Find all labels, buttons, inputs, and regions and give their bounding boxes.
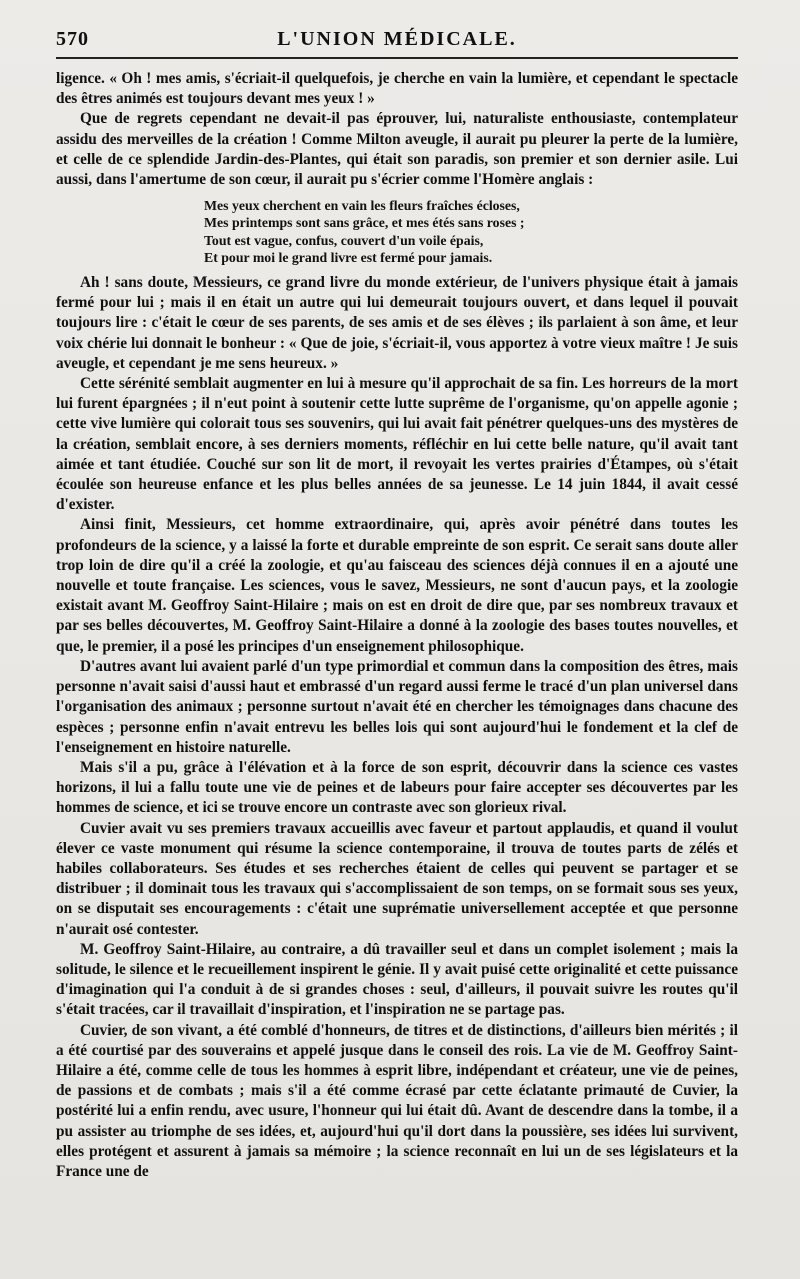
verse-line: Mes printemps sont sans grâce, et mes étés sans roses ; — [204, 215, 525, 231]
running-header — [56, 28, 738, 59]
verse-line: Mes yeux cherchent en vain les fleurs fraîches écloses, — [204, 198, 520, 214]
paragraph: Cuvier avait vu ses premiers travaux accueillis avec faveur et partout applaudis, et quand il voulut élever ce vaste monument qui résume la science contemporaine, il trouva de toutes parts de zélés et habiles collaborateurs. Ses études et ses recherches étaient de celles qui peuvent se partager et se distribuer ; il dominait tous les travaux qui s'accomplissaient de son temps, on se formait sous ses yeux, on se disputait ses encouragements : c'était une suprématie universellement acceptée et que personne n'aurait osé contester. — [56, 819, 738, 938]
paragraph: Cuvier, de son vivant, a été comblé d'honneurs, de titres et de distinctions, d'ailleurs bien mérités ; il a été courtisé par des souverains et appelé jusque dans le conseil des rois. La vie de M. Geoffroy Saint-Hilaire a été, comme celle de tous les hommes à esprit libre, indépendant et créateur, une vie de peines, de passions et de combats ; mais s'il a été comme écrasé par cette éclatante primauté de Cuvier, la postérité lui a enfin rendu, avec usure, l'honneur qui lui était dû. Avant de descendre dans la tombe, il a pu assister au triomphe de ses idées, et, aujourd'hui qu'il dort dans la poussière, ses idées lui survivent, elles protégent et assurent à jamais sa mémoire ; la science reconnaît en lui un de ses législateurs et la France une de — [56, 1021, 738, 1180]
page-number: 570 — [56, 28, 89, 50]
paragraph: Que de regrets cependant ne devait-il pas éprouver, lui, naturaliste enthousiaste, contemplateur assidu des merveilles de la création ! Comme Milton aveugle, il aurait pu pleurer la perte de la lumière, et celle de ce splendide Jardin-des-Plantes, qui était son paradis, son premier et son dernier asile. Lui aussi, dans l'amertume de son cœur, il aurait pu s'écrier comme l'Homère anglais : — [56, 110, 738, 189]
paragraph: Ainsi finit, Messieurs, cet homme extraordinaire, qui, après avoir pénétré dans toutes les profondeurs de la science, y a laissé la forte et durable empreinte de son esprit. Ce serait sans doute aller trop loin de dire qu'il a créé la zoologie, et qu'au faisceau des sciences déjà connues il en a ajouté une nouvelle et toute française. Les sciences, vous le savez, Messieurs, ne sont d'aucun pays, et la zoologie existait avant M. Geoffroy Saint-Hilaire ; mais on est en droit de dire que, par ses nombreux travaux et par ses belles découvertes, M. Geoffroy Saint-Hilaire a donné à la zoologie des bases toutes nouvelles, et que, le premier, il a posé les principes d'un enseignement philosophique. — [56, 516, 738, 655]
journal-title: L'UNION MÉDICALE. — [277, 28, 517, 50]
paragraph: Cette sérénité semblait augmenter en lui à mesure qu'il approchait de sa fin. Les horreurs de la mort lui furent épargnées ; il n'eut point à soutenir cette lutte suprême de l'organisme, qu'on appelle agonie ; cette vive lumière qui colorait tous ses souvenirs, qui lui avait fait pénétrer quelques-uns des mystères de la création, semblait encore, à ses derniers moments, réfléchir en lui cette belle nature, qu'il avait tant aimée et tant étudiée. Couché sur son lit de mort, il revoyait les vertes prairies d'Étampes, où s'était écoulée son heureuse enfance et les plus belles années de sa jeunesse. Le 14 juin 1844, il avait cessé d'exister. — [56, 375, 738, 514]
paragraph: Mais s'il a pu, grâce à l'élévation et à la force de son esprit, découvrir dans la science ces vastes horizons, il lui a fallu toute une vie de peines et de labeurs pour faire accepter ses découvertes par les hommes de science, et ici se trouve encore un contraste avec son glorieux rival. — [56, 758, 738, 817]
verse-line: Et pour moi le grand livre est fermé pour jamais. — [204, 249, 493, 265]
paragraph: ligence. « Oh ! mes amis, s'écriait-il quelquefois, je cherche en vain la lumière, et cependant le spectacle des êtres animés est toujours devant mes yeux ! » — [56, 70, 738, 108]
article-body — [56, 69, 738, 1182]
paragraph: D'autres avant lui avaient parlé d'un type primordial et commun dans la composition des êtres, mais personne n'avait saisi d'aussi haut et embrassé d'un regard aussi ferme le tracé d'un plan universel dans l'organisation des animaux ; personne surtout n'avait été en chercher les témoignages dans chacune des espèces ; personne enfin n'avait entrevu les belles lois qui sont aujourd'hui le fondement et la clef de l'enseignement en histoire naturelle. — [56, 657, 738, 756]
paragraph: Ah ! sans doute, Messieurs, ce grand livre du monde extérieur, de l'univers physique était à jamais fermé pour lui ; mais il en était un autre qui lui demeurait toujours ouvert, et dans lequel il pouvait toujours lire : c'était le cœur de ses parents, de ses amis et de ses élèves ; ils parlaient à son âme, et leur voix chérie lui donnait le bonheur : « Que de joie, s'écriait-il, vous apportez à votre vieux maître ! Je suis aveugle, et cependant je me sens heureux. » — [56, 274, 738, 372]
paragraph: M. Geoffroy Saint-Hilaire, au contraire, a dû travailler seul et dans un complet isolement ; mais la solitude, le silence et le recueillement inspirent le génie. Il y avait puisé cette originalité et cette puissance d'imagination qui l'a conduit à de si grandes choses : seul, d'ailleurs, il pouvait suivre les routes qu'il s'était tracées, car il travaillait d'inspiration, et l'inspiration ne se partage pas. — [56, 940, 738, 1019]
verse-line: Tout est vague, confus, couvert d'un voile épais, — [204, 232, 484, 248]
verse-quotation — [204, 197, 738, 266]
